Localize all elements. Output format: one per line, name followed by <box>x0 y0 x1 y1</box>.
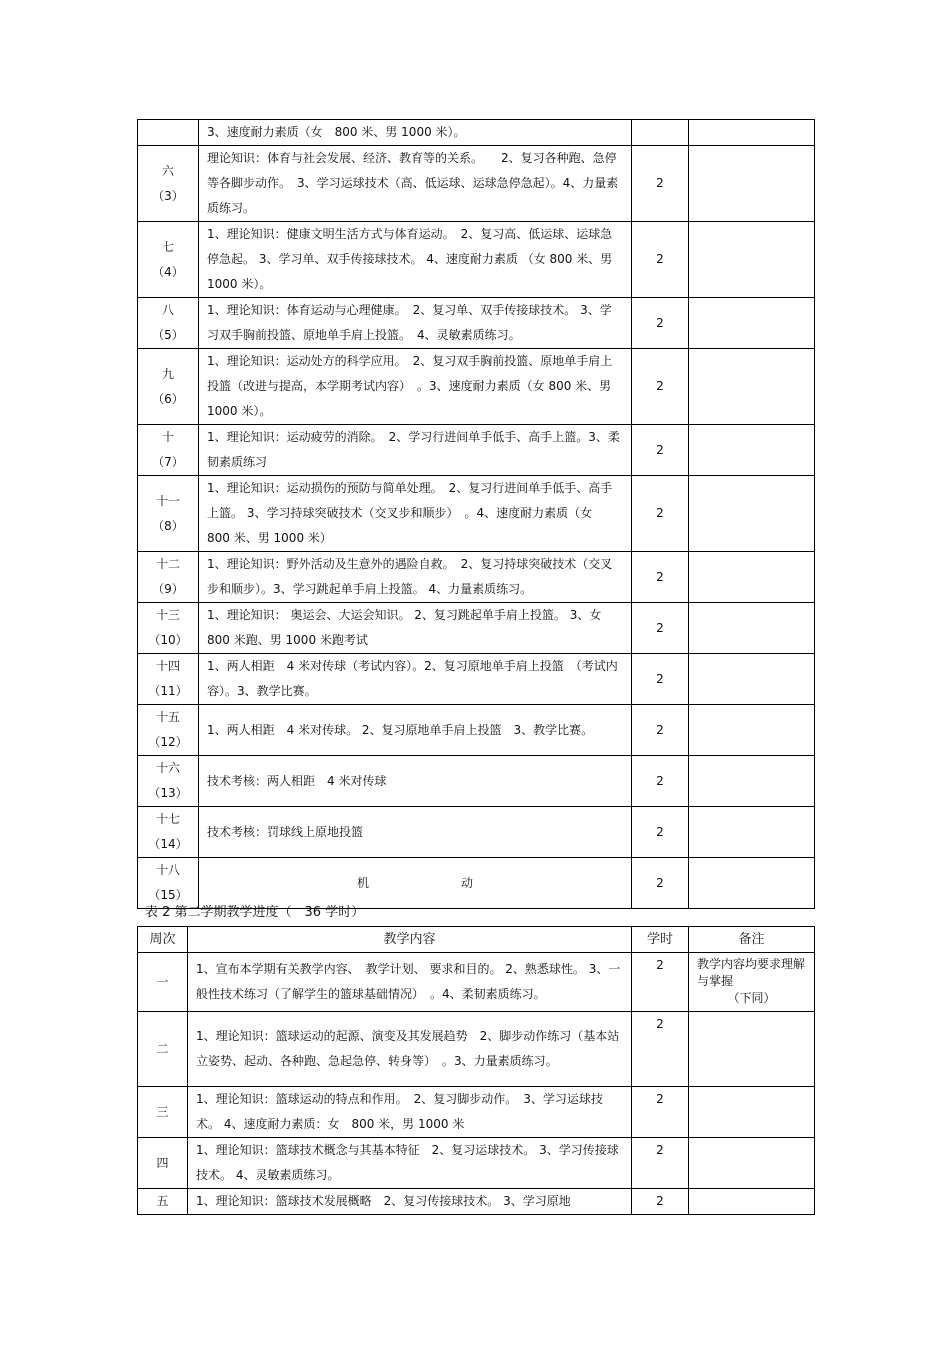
table-row <box>138 146 815 222</box>
hours-cell: 2 <box>632 1087 689 1138</box>
week-cell: 十一 （8） <box>138 476 199 552</box>
hours-cell: 2 <box>632 349 689 425</box>
content-cell: 1、宣布本学期有关教学内容、 教学计划、 要求和目的。 2、熟悉球性。 3、一般性技术练习（了解学生的篮球基础情况） 。4、柔韧素质练习。 <box>188 953 632 1012</box>
table-row <box>138 120 815 146</box>
week-cell: 十五 （12） <box>138 705 199 756</box>
hours-cell: 2 <box>632 603 689 654</box>
week-cell <box>138 120 199 146</box>
content-cell: 机 动 <box>199 858 632 909</box>
header-content: 教学内容 <box>188 927 632 953</box>
content-cell: 1、理论知识：篮球技术概念与其基本特征 2、复习运球技术。 3、学习传接球技术。 4、灵敏素质练习。 <box>188 1138 632 1189</box>
table-row <box>138 476 815 552</box>
hours-cell: 2 <box>632 298 689 349</box>
note-cell <box>689 705 815 756</box>
content-cell: 1、理论知识： 奥运会、大运会知识。 2、复习跳起单手肩上投篮。 3、女 800 米跑、男 1000 米跑考试 <box>199 603 632 654</box>
table-row <box>138 298 815 349</box>
hours-cell: 2 <box>632 552 689 603</box>
note-cell <box>689 1138 815 1189</box>
week-cell: 十三 （10） <box>138 603 199 654</box>
content-cell: 1、理论知识：运动处方的科学应用。 2、复习双手胸前投篮、原地单手肩上投篮（改进与提高，本学期考试内容） 。3、速度耐力素质（女 800 米、男 1000 米）。 <box>199 349 632 425</box>
content-cell: 3、速度耐力素质（女 800 米、男 1000 米）。 <box>199 120 632 146</box>
hours-cell <box>632 120 689 146</box>
content-cell: 理论知识：体育与社会发展、经济、教育等的关系。 2、复习各种跑、急停等各脚步动作。 3、学习运球技术（高、低运球、运球急停急起）。4、力量素质练习。 <box>199 146 632 222</box>
note-cell <box>689 1189 815 1215</box>
table-row <box>138 1012 815 1087</box>
schedule-table-2 <box>137 926 815 1215</box>
schedule-table-1 <box>137 119 815 909</box>
content-cell: 1、理论知识：篮球技术发展概略 2、复习传接球技术。 3、学习原地 <box>188 1189 632 1215</box>
note-cell <box>689 1087 815 1138</box>
header-week: 周次 <box>138 927 188 953</box>
week-cell: 四 <box>138 1138 188 1189</box>
table-row <box>138 1189 815 1215</box>
week-cell: 七 （4） <box>138 222 199 298</box>
content-cell: 1、理论知识：健康文明生活方式与体育运动。 2、复习高、低运球、运球急停急起。 3、学习单、双手传接球技术。 4、速度耐力素质 （女 800 米、男 1000 米）。 <box>199 222 632 298</box>
hours-cell: 2 <box>632 858 689 909</box>
hours-cell: 2 <box>632 1138 689 1189</box>
note-cell <box>689 222 815 298</box>
note-cell <box>689 425 815 476</box>
hours-cell: 2 <box>632 476 689 552</box>
header-row <box>138 927 815 953</box>
week-cell: 十二 （9） <box>138 552 199 603</box>
note-cell <box>689 120 815 146</box>
content-cell: 1、理论知识：野外活动及生意外的遇险自救。 2、复习持球突破技术（交叉步和顺步）。3、学习跳起单手肩上投篮。 4、力量素质练习。 <box>199 552 632 603</box>
week-cell: 十八 （15） <box>138 858 199 909</box>
content-cell: 1、两人相距 4 米对传球（考试内容）。2、复习原地单手肩上投篮 （考试内容）。3、教学比赛。 <box>199 654 632 705</box>
table-row <box>138 349 815 425</box>
note-cell <box>689 654 815 705</box>
note-cell <box>689 807 815 858</box>
content-cell: 技术考核：两人相距 4 米对传球 <box>199 756 632 807</box>
table-row <box>138 222 815 298</box>
note-cell <box>689 1012 815 1087</box>
week-cell: 一 <box>138 953 188 1012</box>
week-cell: 三 <box>138 1087 188 1138</box>
table-row <box>138 1138 815 1189</box>
hours-cell: 2 <box>632 654 689 705</box>
week-cell: 十 （7） <box>138 425 199 476</box>
table-row <box>138 807 815 858</box>
content-cell: 1、两人相距 4 米对传球。 2、复习原地单手肩上投篮 3、教学比赛。 <box>199 705 632 756</box>
note-cell <box>689 349 815 425</box>
content-cell: 技术考核：罚球线上原地投篮 <box>199 807 632 858</box>
week-cell: 五 <box>138 1189 188 1215</box>
table-row <box>138 705 815 756</box>
hours-cell: 2 <box>632 1189 689 1215</box>
hours-cell: 2 <box>632 807 689 858</box>
hours-cell: 2 <box>632 222 689 298</box>
table-row <box>138 953 815 1012</box>
week-cell: 二 <box>138 1012 188 1087</box>
table-row <box>138 552 815 603</box>
note-cell <box>689 858 815 909</box>
hours-cell: 2 <box>632 146 689 222</box>
hours-cell: 2 <box>632 425 689 476</box>
hours-cell: 2 <box>632 953 689 1012</box>
note-cell <box>689 146 815 222</box>
hours-cell: 2 <box>632 756 689 807</box>
content-cell: 1、理论知识：篮球运动的特点和作用。 2、复习脚步动作。 3、学习运球技术。 4、速度耐力素质：女 800 米，男 1000 米 <box>188 1087 632 1138</box>
content-cell: 1、理论知识：体育运动与心理健康。 2、复习单、双手传接球技术。 3、学习双手胸前投篮、原地单手肩上投篮。 4、灵敏素质练习。 <box>199 298 632 349</box>
note-cell <box>689 756 815 807</box>
note-cell <box>689 476 815 552</box>
content-cell: 1、理论知识：运动损伤的预防与简单处理。 2、复习行进间单手低手、高手上篮。 3、学习持球突破技术（交叉步和顺步） 。4、速度耐力素质（女 800 米、男 1000 米） <box>199 476 632 552</box>
table-caption: 表 2 第二学期教学进度（ 36 学时） <box>145 905 365 920</box>
week-cell: 六 （3） <box>138 146 199 222</box>
header-hours: 学时 <box>632 927 689 953</box>
week-cell: 十七 （14） <box>138 807 199 858</box>
content-cell: 1、理论知识：篮球运动的起源、演变及其发展趋势 2、脚步动作练习（基本站立姿势、起动、各种跑、急起急停、转身等） 。3、力量素质练习。 <box>188 1012 632 1087</box>
header-note: 备注 <box>689 927 815 953</box>
content-cell: 1、理论知识：运动疲劳的消除。 2、学习行进间单手低手、高手上篮。3、柔韧素质练习 <box>199 425 632 476</box>
table-row <box>138 425 815 476</box>
note-cell <box>689 298 815 349</box>
note-cell <box>689 603 815 654</box>
hours-cell: 2 <box>632 1012 689 1087</box>
table-row <box>138 756 815 807</box>
note-cell <box>689 552 815 603</box>
table-row <box>138 603 815 654</box>
week-cell: 十六 （13） <box>138 756 199 807</box>
week-cell: 八 （5） <box>138 298 199 349</box>
table-row <box>138 654 815 705</box>
table-row <box>138 1087 815 1138</box>
week-cell: 九 （6） <box>138 349 199 425</box>
note-cell: 教学内容均要求理解与掌握 （下同） <box>689 953 815 1012</box>
week-cell: 十四 （11） <box>138 654 199 705</box>
hours-cell: 2 <box>632 705 689 756</box>
table-row <box>138 858 815 909</box>
